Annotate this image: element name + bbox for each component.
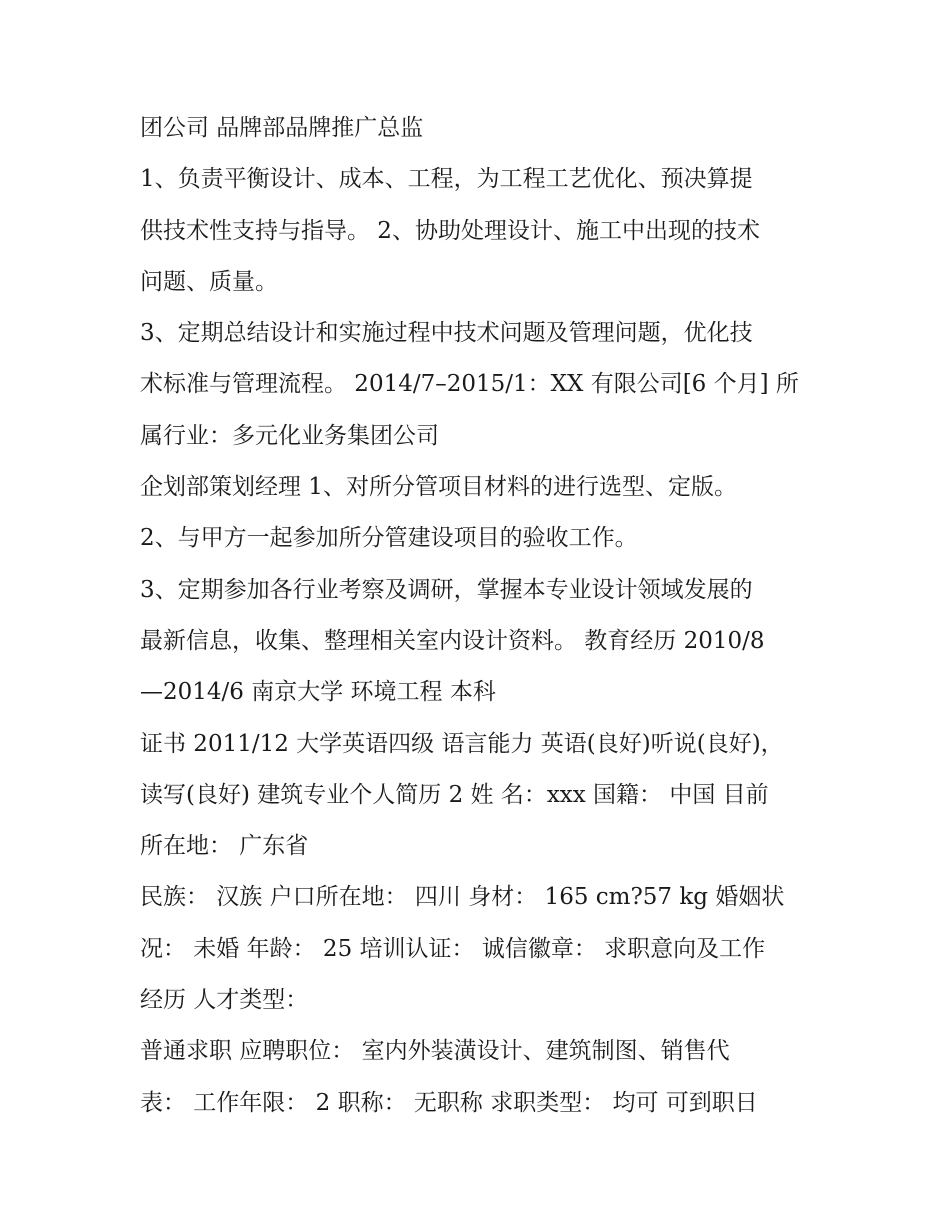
text-line: 读写(良好) 建筑专业个人简历 2 姓 名：xxx 国籍： 中国 目前 — [140, 781, 769, 808]
text-line: 2、与甲方一起参加所分管建设项目的验收工作。 — [140, 525, 638, 552]
text-line: 表： 工作年限： 2 职称： 无职称 求职类型： 均可 可到职日 — [140, 1089, 758, 1116]
text-line: 所在地： 广东省 — [140, 833, 309, 860]
text-line: 术标准与管理流程。 2014/7–2015/1：XX 有限公司[6 个月] 所 — [140, 371, 799, 398]
text-line: 属行业：多元化业务集团公司 — [140, 422, 439, 449]
text-line: 况： 未婚 年龄： 25 培训认证： 诚信徽章： 求职意向及工作 — [140, 935, 766, 962]
text-line: 团公司 品牌部品牌推广总监 — [140, 115, 424, 141]
text-line: 普通求职 应聘职位： 室内外装潢设计、建筑制图、销售代 — [140, 1038, 730, 1065]
text-line: 供技术性支持与指导。 2、协助处理设计、施工中出现的技术 — [140, 217, 760, 244]
text-line: 企划部策划经理 1、对所分管项目材料的进行选型、定版。 — [140, 474, 737, 501]
text-line: 3、定期参加各行业考察及调研，掌握本专业设计领域发展的 — [140, 576, 753, 603]
text-line: 问题、质量。 — [140, 268, 278, 295]
text-line: 3、定期总结设计和实施过程中技术问题及管理问题，优化技 — [140, 320, 753, 347]
text-line: 经历 人才类型： — [140, 987, 309, 1014]
text-line: 证书 2011/12 大学英语四级 语言能力 英语(良好)听说(良好)， — [140, 730, 784, 757]
resume-text — [140, 103, 820, 1129]
text-line: 最新信息，收集、整理相关室内设计资料。 教育经历 2010/8 — [140, 627, 765, 654]
text-line: 1、负责平衡设计、成本、工程，为工程工艺优化、预决算提 — [140, 166, 753, 193]
text-line: 民族： 汉族 户口所在地： 四川 身材： 165 cm?57 kg 婚姻状 — [140, 884, 785, 911]
text-line: —2014/6 南京大学 环境工程 本科 — [140, 679, 496, 706]
